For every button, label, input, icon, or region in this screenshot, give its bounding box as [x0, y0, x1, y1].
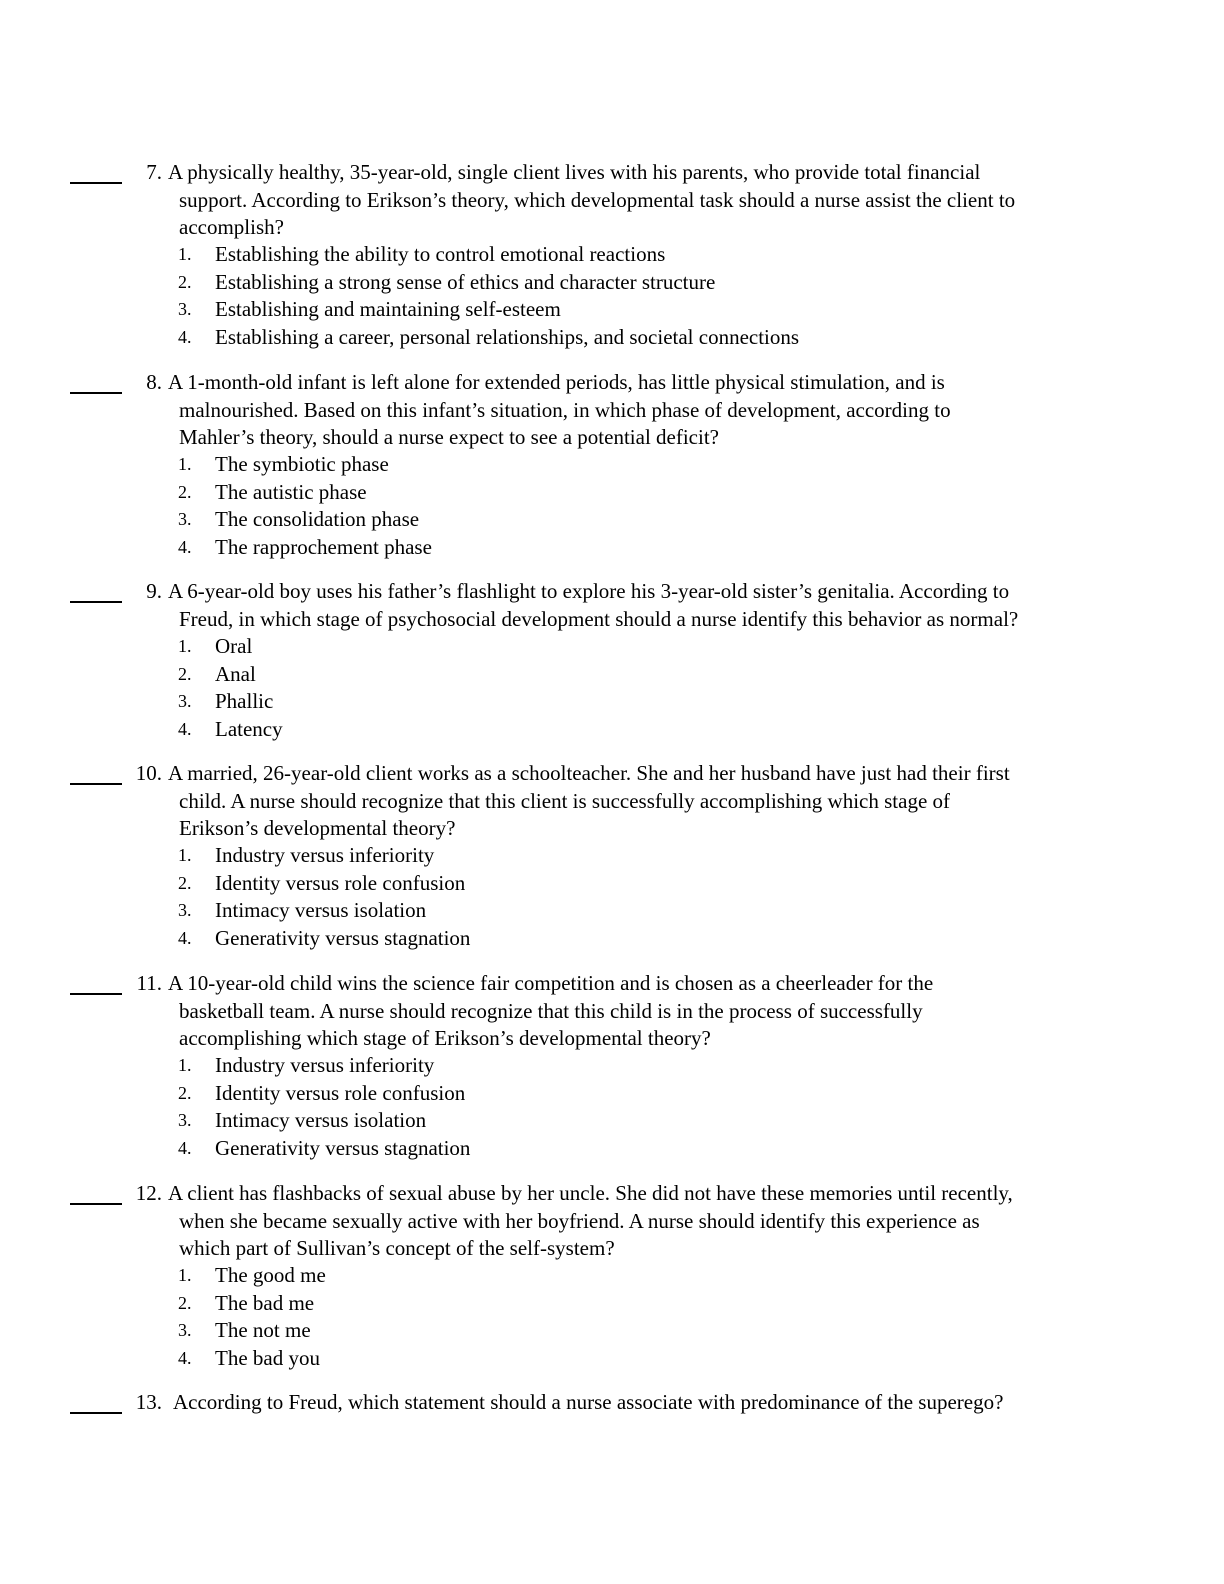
option-number: 2. [178, 481, 192, 502]
option-number: 2. [178, 1082, 192, 1103]
answer-blank[interactable] [70, 601, 122, 603]
answer-blank[interactable] [70, 1412, 122, 1414]
option-number: 3. [178, 900, 192, 920]
option-text: Establishing a career, personal relationships, and societal connections [215, 324, 800, 349]
option-number: 1. [178, 1265, 192, 1285]
question-number: 11. [136, 971, 162, 995]
answer-blank[interactable] [70, 783, 122, 785]
option-text: Identity versus role confusion [215, 870, 466, 895]
option-number: 3. [178, 1320, 192, 1340]
question-stem [168, 970, 1138, 1053]
question-number: 7. [146, 160, 162, 184]
question-number: 9. [146, 579, 162, 603]
answer-blank[interactable] [70, 182, 122, 184]
option-number: 4. [178, 326, 192, 347]
stem-line: Erikson’s developmental theory? [179, 816, 456, 840]
option-text: The symbiotic phase [215, 452, 389, 476]
option-number: 3. [178, 509, 192, 529]
stem-line: A 1-month-old infant is left alone for extended periods, has little physical stimulation, and is [168, 370, 945, 394]
stem-line: A 10-year-old child wins the science fair competition and is chosen as a cheerleader for the [168, 971, 934, 995]
option-number: 3. [178, 691, 192, 711]
question-number: 13. [135, 1390, 162, 1414]
option-text: The autistic phase [215, 479, 367, 504]
option-text: Generativity versus stagnation [215, 925, 471, 950]
stem-line: accomplishing which stage of Erikson’s developmental theory? [179, 1026, 711, 1050]
option-text: Establishing a strong sense of ethics and character structure [215, 269, 716, 294]
option-number: 2. [178, 1292, 192, 1313]
option-number: 4. [178, 718, 192, 739]
question-stem [168, 1180, 1138, 1263]
option-text: Phallic [215, 689, 274, 713]
stem-line: A client has flashbacks of sexual abuse by her uncle. She did not have these memories until recently, [168, 1181, 1013, 1205]
stem-line: Mahler’s theory, should a nurse expect to see a potential deficit? [179, 425, 719, 449]
stem-line: when she became sexually active with her boyfriend. A nurse should identify this experience as [179, 1208, 980, 1233]
stem-line: support. According to Erikson’s theory, which developmental task should a nurse assist the client to [179, 187, 1016, 212]
option-text: The bad me [215, 1290, 315, 1315]
option-text: Latency [215, 716, 283, 741]
option-number: 3. [178, 1110, 192, 1130]
option-text: Anal [215, 661, 256, 686]
question-number: 8. [146, 370, 162, 394]
option-text: The not me [215, 1318, 311, 1342]
question-number: 10. [135, 761, 162, 785]
option-number: 4. [178, 927, 192, 948]
option-text: Intimacy versus isolation [215, 898, 427, 922]
stem-line: malnourished. Based on this infant’s situation, in which phase of development, according to [179, 397, 951, 422]
option-text: The good me [215, 1263, 326, 1287]
option-text: Oral [215, 634, 253, 658]
question-stem [173, 1389, 1143, 1417]
answer-blank[interactable] [70, 1203, 122, 1205]
question-number: 12. [135, 1181, 162, 1205]
question-stem [168, 578, 1138, 633]
stem-line: basketball team. A nurse should recognize that this child is in the process of successfully [179, 998, 923, 1023]
stem-line: accomplish? [179, 215, 284, 239]
option-text: Industry versus inferiority [215, 843, 435, 867]
stem-line: child. A nurse should recognize that this client is successfully accomplishing which stage of [179, 788, 951, 813]
option-text: Identity versus role confusion [215, 1080, 466, 1105]
option-number: 3. [178, 299, 192, 319]
answer-blank[interactable] [70, 392, 122, 394]
option-number: 2. [178, 663, 192, 684]
option-number: 1. [178, 1055, 192, 1075]
stem-line: A physically healthy, 35-year-old, single client lives with his parents, who provide total financial [168, 160, 981, 184]
option-number: 1. [178, 636, 192, 656]
option-text: Establishing and maintaining self-esteem [215, 297, 561, 321]
option-text: Establishing the ability to control emotional reactions [215, 242, 666, 266]
question-stem [168, 369, 1138, 452]
answer-blank[interactable] [70, 993, 122, 995]
stem-line: A married, 26-year-old client works as a schoolteacher. She and her husband have just had their first [168, 761, 1010, 785]
stem-line: A 6-year-old boy uses his father’s flashlight to explore his 3-year-old sister’s genitalia. According to [168, 579, 1010, 603]
option-text: The bad you [215, 1345, 320, 1370]
question-stem [168, 760, 1138, 843]
option-number: 4. [178, 1137, 192, 1158]
option-text: Intimacy versus isolation [215, 1108, 427, 1132]
option-number: 1. [178, 454, 192, 474]
stem-line: Freud, in which stage of psychosocial development should a nurse identify this behavior as normal? [179, 606, 1019, 631]
option-number: 1. [178, 845, 192, 865]
stem-line: According to Freud, which statement should a nurse associate with predominance of the superego? [173, 1390, 1004, 1414]
question-stem [168, 159, 1138, 242]
option-text: Industry versus inferiority [215, 1053, 435, 1077]
option-text: Generativity versus stagnation [215, 1135, 471, 1160]
option-number: 4. [178, 1347, 192, 1368]
option-number: 4. [178, 536, 192, 557]
option-number: 2. [178, 872, 192, 893]
option-number: 1. [178, 244, 192, 264]
stem-line: which part of Sullivan’s concept of the self-system? [179, 1236, 615, 1260]
option-text: The consolidation phase [215, 507, 420, 531]
option-number: 2. [178, 271, 192, 292]
option-text: The rapprochement phase [215, 534, 432, 559]
